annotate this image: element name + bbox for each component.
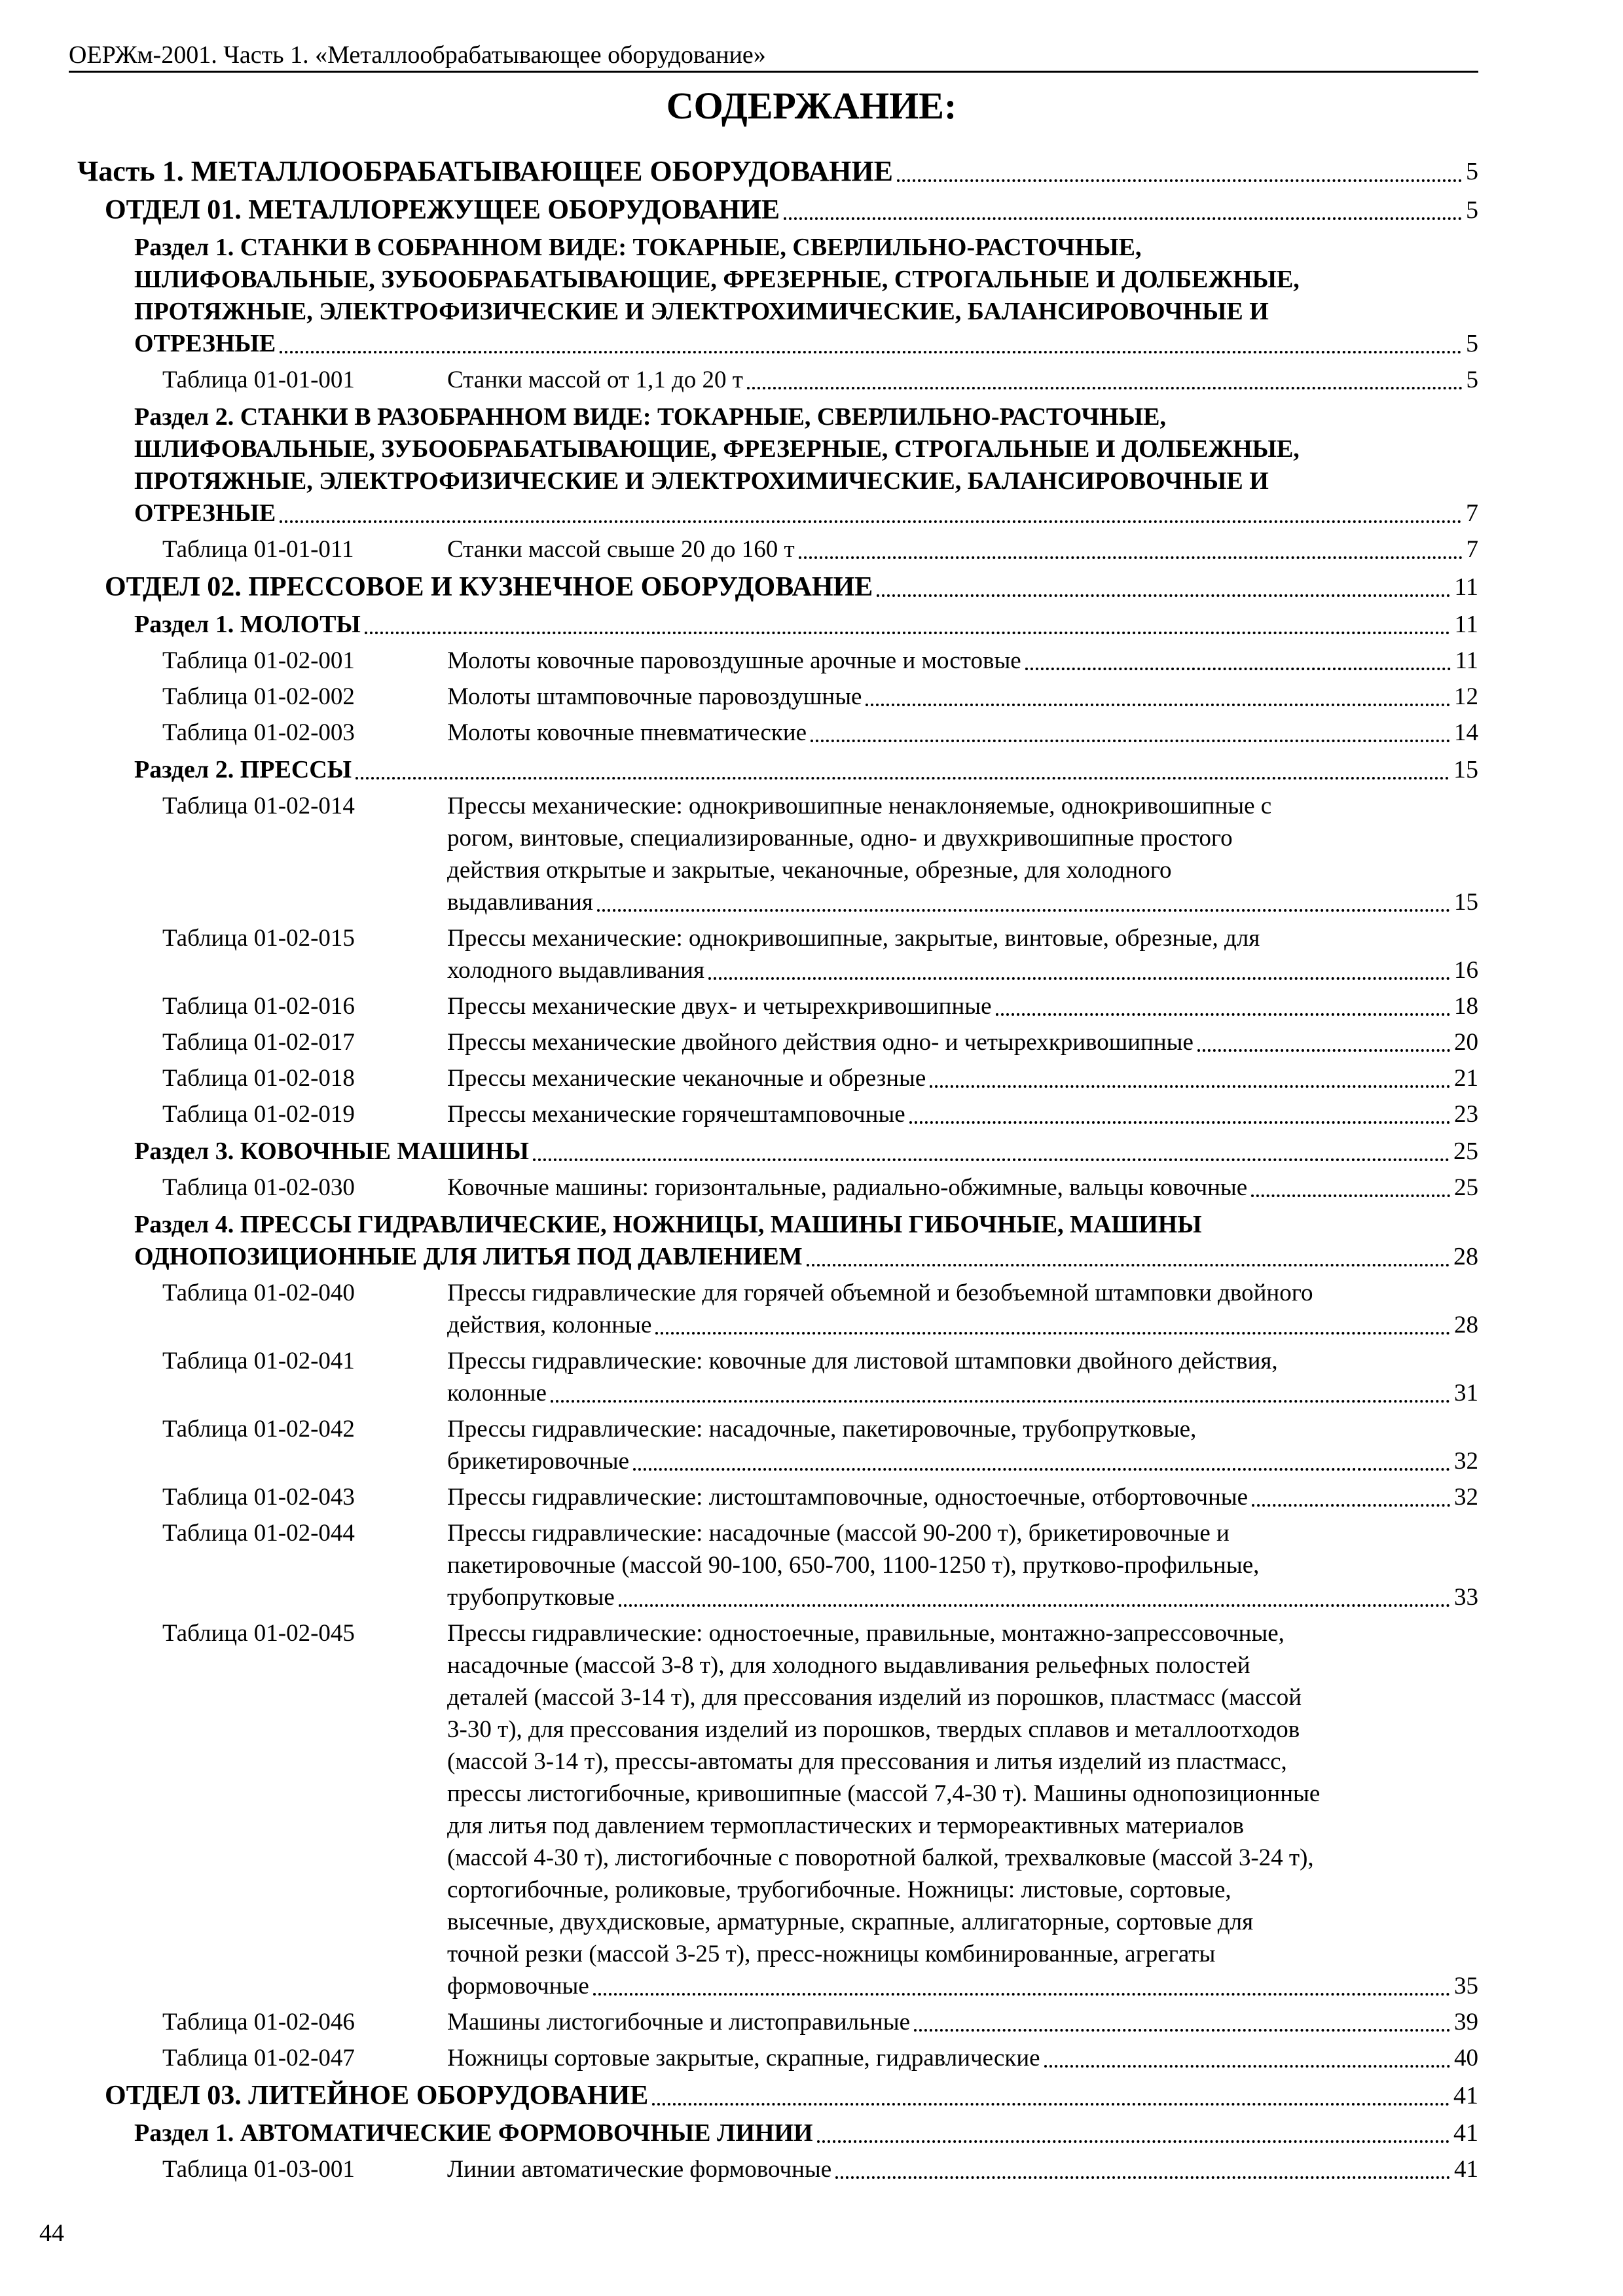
entry-title-line: Линии автоматические формовочные <box>447 2156 832 2183</box>
entry-page-number: 35 <box>1454 1973 1478 2000</box>
dot-leader <box>551 1400 1450 1403</box>
dot-leader <box>909 1121 1450 1124</box>
entry-page-number: 15 <box>1453 756 1478 783</box>
entry-page-number: 14 <box>1454 719 1478 746</box>
toc-entry-table[interactable] <box>162 1517 1478 1613</box>
entry-page-number: 5 <box>1466 330 1478 357</box>
entry-title-line: Прессы механические чеканочные и обрезные <box>447 1065 926 1092</box>
entry-title-line: ОТДЕЛ 01. МЕТАЛЛОРЕЖУЩЕЕ ОБОРУДОВАНИЕ <box>105 195 780 225</box>
entry-page-number: 5 <box>1466 158 1478 185</box>
entry-title-line: Машины листогибочные и листоправильные <box>447 2009 911 2036</box>
dot-leader <box>633 1468 1450 1471</box>
table-code: Таблица 01-02-042 <box>162 1416 355 1443</box>
entry-title-line: рогом, винтовые, специализированные, одно- и двухкривошипные простого <box>447 825 1233 852</box>
toc-entry-table[interactable] <box>162 922 1478 986</box>
toc-entry-otdel[interactable] <box>105 2079 1478 2112</box>
entry-page-number: 28 <box>1453 1243 1478 1270</box>
entry-page-number: 25 <box>1453 1138 1478 1165</box>
dot-leader <box>655 1332 1450 1335</box>
dot-leader <box>1251 1194 1450 1197</box>
entry-title-line: Молоты ковочные паровоздушные арочные и мостовые <box>447 647 1021 674</box>
entry-title-line: действия открытые и закрытые, чеканочные, обрезные, для холодного <box>447 857 1172 884</box>
entry-title-line: холодного выдавливания <box>447 957 704 984</box>
entry-title-line: ОТДЕЛ 02. ПРЕССОВОЕ И КУЗНЕЧНОЕ ОБОРУДОВАНИЕ <box>105 572 873 602</box>
toc-entry-table[interactable] <box>162 1277 1478 1341</box>
dot-leader <box>996 1013 1450 1016</box>
toc-entry-part[interactable] <box>77 154 1478 188</box>
toc-entry-razdel[interactable] <box>134 754 1478 786</box>
entry-page-number: 11 <box>1454 611 1478 638</box>
toc-entry-razdel[interactable] <box>134 1136 1478 1168</box>
entry-title-line: ШЛИФОВАЛЬНЫЕ, ЗУБООБРАБАТЫВАЮЩИЕ, ФРЕЗЕРНЫЕ, СТРОГАЛЬНЫЕ И ДОЛБЕЖНЫЕ, <box>134 435 1300 463</box>
toc-entry-table[interactable] <box>162 1062 1478 1094</box>
toc-entry-table[interactable] <box>162 1413 1478 1477</box>
toc-entry-table[interactable] <box>162 364 1478 396</box>
entry-page-number: 32 <box>1454 1484 1478 1511</box>
toc-entry-table[interactable] <box>162 990 1478 1022</box>
table-code: Таблица 01-02-043 <box>162 1484 355 1511</box>
entry-page-number: 31 <box>1454 1380 1478 1407</box>
entry-page-number: 18 <box>1454 993 1478 1020</box>
entry-title-line: Прессы гидравлические: насадочные, пакетировочные, трубопрутковые, <box>447 1416 1197 1443</box>
entry-title-line: Прессы механические: однокривошипные ненаклоняемые, однокривошипные с <box>447 793 1272 819</box>
entry-page-number: 25 <box>1454 1174 1478 1201</box>
entry-title-line: ОТДЕЛ 03. ЛИТЕЙНОЕ ОБОРУДОВАНИЕ <box>105 2081 649 2111</box>
entry-page-number: 39 <box>1454 2009 1478 2036</box>
entry-title-line: Прессы гидравлические: ковочные для листовой штамповки двойного действия, <box>447 1348 1278 1374</box>
entry-page-number: 11 <box>1454 573 1478 601</box>
entry-title-line: высечные, двухдисковые, арматурные, скрапные, аллигаторные, сортовые для <box>447 1909 1254 1935</box>
table-code: Таблица 01-02-045 <box>162 1620 355 1647</box>
dot-leader <box>708 977 1450 980</box>
entry-title-line: колонные <box>447 1380 547 1407</box>
entry-title-line: ШЛИФОВАЛЬНЫЕ, ЗУБООБРАБАТЫВАЮЩИЕ, ФРЕЗЕРНЫЕ, СТРОГАЛЬНЫЕ И ДОЛБЕЖНЫЕ, <box>134 266 1300 293</box>
dot-leader <box>807 1264 1450 1266</box>
entry-title-line: Прессы механические двух- и четырехкривошипные <box>447 993 992 1020</box>
toc-entry-razdel[interactable] <box>134 401 1478 529</box>
entry-title-line: трубопрутковые <box>447 1584 615 1611</box>
entry-title-line: Молоты ковочные пневматические <box>447 719 807 746</box>
entry-title-line: Станки массой от 1,1 до 20 т <box>447 367 743 393</box>
dot-leader <box>1044 2065 1450 2068</box>
dot-leader <box>365 632 1451 634</box>
table-code: Таблица 01-02-019 <box>162 1101 355 1128</box>
dot-leader <box>597 909 1450 912</box>
entry-title-line: Прессы механические двойного действия одно- и четырехкривошипные <box>447 1029 1194 1056</box>
entry-page-number: 15 <box>1454 889 1478 916</box>
entry-page-number: 5 <box>1466 196 1478 224</box>
entry-title-line: Прессы механические горячештамповочные <box>447 1101 905 1128</box>
entry-title-line: Станки массой свыше 20 до 160 т <box>447 536 795 563</box>
entry-page-number: 41 <box>1454 2156 1478 2183</box>
toc-entry-otdel[interactable] <box>105 571 1478 603</box>
running-header: ОЕРЖм-2001. Часть 1. «Металлообрабатывающее оборудование» <box>69 41 766 69</box>
entry-title-line: Раздел 1. АВТОМАТИЧЕСКИЕ ФОРМОВОЧНЫЕ ЛИНИИ <box>134 2119 813 2147</box>
toc-entry-razdel[interactable] <box>134 2117 1478 2149</box>
entry-title-line: Часть 1. МЕТАЛЛООБРАБАТЫВАЮЩЕЕ ОБОРУДОВАНИЕ <box>77 155 894 187</box>
entry-title-line: пакетировочные (массой 90-100, 650-700, 1100-1250 т), прутково-профильные, <box>447 1552 1260 1579</box>
entry-title-line: сортогибочные, роликовые, трубогибочные. Ножницы: листовые, сортовые, <box>447 1876 1231 1903</box>
table-code: Таблица 01-02-047 <box>162 2045 355 2072</box>
toc-entry-table[interactable] <box>162 1098 1478 1130</box>
entry-page-number: 33 <box>1454 1584 1478 1611</box>
dot-leader <box>1197 1049 1450 1052</box>
entry-page-number: 41 <box>1453 2082 1478 2109</box>
toc-entry-table[interactable] <box>162 1345 1478 1409</box>
entry-page-number: 11 <box>1455 647 1478 674</box>
toc-entry-table[interactable] <box>162 1172 1478 1204</box>
entry-title-line: ОТРЕЗНЫЕ <box>134 330 276 357</box>
toc-entry-table[interactable] <box>162 533 1478 565</box>
entry-title-line: прессы листогибочные, кривошипные (массой 7,4-30 т). Машины однопозиционные <box>447 1780 1321 1807</box>
table-code: Таблица 01-02-001 <box>162 647 355 674</box>
entry-title-line: ОТРЕЗНЫЕ <box>134 499 276 527</box>
toc-entry-table[interactable] <box>162 790 1478 918</box>
entry-title-line: Прессы гидравлические для горячей объемной и безобъемной штамповки двойного <box>447 1280 1313 1306</box>
dot-leader <box>877 594 1450 597</box>
dot-leader <box>799 556 1463 559</box>
table-code: Таблица 01-01-011 <box>162 536 354 563</box>
entry-title-line: Ковочные машины: горизонтальные, радиально-обжимные, вальцы ковочные <box>447 1174 1248 1201</box>
table-code: Таблица 01-02-041 <box>162 1348 355 1374</box>
entry-title-line: Раздел 2. ПРЕССЫ <box>134 756 352 783</box>
dot-leader <box>1252 1504 1450 1507</box>
entry-title-line: ПРОТЯЖНЫЕ, ЭЛЕКТРОФИЗИЧЕСКИЕ И ЭЛЕКТРОХИМИЧЕСКИЕ, БАЛАНСИРОВОЧНЫЕ И <box>134 298 1269 325</box>
table-code: Таблица 01-02-018 <box>162 1065 355 1092</box>
entry-page-number: 7 <box>1466 499 1478 527</box>
dot-leader <box>280 351 1462 353</box>
entry-title-line: Молоты штамповочные паровоздушные <box>447 683 862 710</box>
entry-title-line: ПРОТЯЖНЫЕ, ЭЛЕКТРОФИЗИЧЕСКИЕ И ЭЛЕКТРОХИМИЧЕСКИЕ, БАЛАНСИРОВОЧНЫЕ И <box>134 467 1269 495</box>
dot-leader <box>593 1993 1450 1996</box>
entry-page-number: 23 <box>1454 1101 1478 1128</box>
entry-title-line: Раздел 3. КОВОЧНЫЕ МАШИНЫ <box>134 1138 529 1165</box>
toc-entry-table[interactable] <box>162 2006 1478 2038</box>
entry-page-number: 28 <box>1454 1312 1478 1338</box>
dot-leader <box>784 217 1462 220</box>
toc-entry-razdel[interactable] <box>134 1209 1478 1273</box>
entry-title-line: точной резки (массой 3-25 т), пресс-ножницы комбинированные, агрегаты <box>447 1941 1216 1967</box>
entry-page-number: 16 <box>1454 957 1478 984</box>
dot-leader <box>930 1085 1450 1088</box>
entry-title-line: Ножницы сортовые закрытые, скрапные, гидравлические <box>447 2045 1040 2072</box>
entry-page-number: 7 <box>1466 536 1478 563</box>
table-code: Таблица 01-02-003 <box>162 719 355 746</box>
entry-title-line: 3-30 т), для прессования изделий из порошков, твердых сплавов и металлоотходов <box>447 1716 1300 1743</box>
dot-leader <box>652 2103 1450 2106</box>
entry-title-line: Прессы гидравлические: одностоечные, правильные, монтажно-запрессовочные, <box>447 1620 1285 1647</box>
entry-page-number: 12 <box>1454 683 1478 710</box>
table-code: Таблица 01-02-014 <box>162 793 355 819</box>
entry-title-line: для литья под давлением термопластических и термореактивных материалов <box>447 1812 1245 1839</box>
entry-title-line: Раздел 2. СТАНКИ В РАЗОБРАННОМ ВИДЕ: ТОКАРНЫЕ, СВЕРЛИЛЬНО-РАСТОЧНЫЕ, <box>134 403 1166 431</box>
table-code: Таблица 01-02-002 <box>162 683 355 710</box>
dot-leader <box>914 2029 1450 2032</box>
toc-entry-razdel[interactable] <box>134 232 1478 360</box>
entry-title-line: насадочные (массой 3-8 т), для холодного выдавливания рельефных полостей <box>447 1652 1250 1679</box>
entry-title-line: ОДНОПОЗИЦИОННЫЕ ДЛЯ ЛИТЬЯ ПОД ДАВЛЕНИЕМ <box>134 1243 803 1270</box>
table-code: Таблица 01-02-044 <box>162 1520 355 1547</box>
entry-page-number: 32 <box>1454 1448 1478 1475</box>
entry-title-line: Прессы гидравлические: листоштамповочные, одностоечные, отбортовочные <box>447 1484 1249 1511</box>
table-code: Таблица 01-03-001 <box>162 2156 355 2183</box>
dot-leader <box>747 387 1463 389</box>
entry-page-number: 21 <box>1454 1065 1478 1092</box>
toc-entry-table[interactable] <box>162 1617 1478 2002</box>
dot-leader <box>897 179 1462 182</box>
page-number: 44 <box>39 2219 64 2247</box>
entry-title-line: Прессы механические: однокривошипные, закрытые, винтовые, обрезные, для <box>447 925 1260 952</box>
table-code: Таблица 01-02-017 <box>162 1029 355 1056</box>
entry-title-line: действия, колонные <box>447 1312 652 1338</box>
header-rule <box>69 71 1478 73</box>
table-code: Таблица 01-02-040 <box>162 1280 355 1306</box>
entry-page-number: 5 <box>1466 367 1478 393</box>
entry-page-number: 20 <box>1454 1029 1478 1056</box>
toc-entry-table[interactable] <box>162 1026 1478 1058</box>
entry-title-line: Раздел 4. ПРЕССЫ ГИДРАВЛИЧЕСКИЕ, НОЖНИЦЫ, МАШИНЫ ГИБОЧНЫЕ, МАШИНЫ <box>134 1211 1202 1238</box>
dot-leader <box>866 704 1450 706</box>
entry-title-line: (массой 3-14 т), прессы-автоматы для прессования и литья изделий из пластмасс, <box>447 1748 1287 1775</box>
toc-entry-table[interactable] <box>162 2153 1478 2185</box>
toc-entry-table[interactable] <box>162 1481 1478 1513</box>
toc-title: СОДЕРЖАНИЕ: <box>666 84 957 127</box>
table-code: Таблица 01-02-030 <box>162 1174 355 1201</box>
toc-entry-table[interactable] <box>162 717 1478 749</box>
entry-title-line: брикетировочные <box>447 1448 630 1475</box>
dot-leader <box>835 2176 1450 2179</box>
entry-title-line: Раздел 1. МОЛОТЫ <box>134 611 361 638</box>
toc-entry-otdel[interactable] <box>105 194 1478 226</box>
toc-entry-table[interactable] <box>162 2042 1478 2074</box>
dot-leader <box>356 777 1450 780</box>
dot-leader <box>817 2140 1450 2143</box>
table-code: Таблица 01-02-015 <box>162 925 355 952</box>
entry-title-line: Раздел 1. СТАНКИ В СОБРАННОМ ВИДЕ: ТОКАРНЫЕ, СВЕРЛИЛЬНО-РАСТОЧНЫЕ, <box>134 234 1142 261</box>
entry-title-line: (массой 4-30 т), листогибочные с поворотной балкой, трехвалковые (массой 3-24 т), <box>447 1844 1314 1871</box>
entry-title-line: Прессы гидравлические: насадочные (массой 90-200 т), брикетировочные и <box>447 1520 1230 1547</box>
dot-leader <box>619 1604 1450 1607</box>
dot-leader <box>811 740 1450 742</box>
toc-entry-table[interactable] <box>162 681 1478 713</box>
table-code: Таблица 01-01-001 <box>162 367 355 393</box>
entry-page-number: 41 <box>1453 2119 1478 2147</box>
toc-entry-table[interactable] <box>162 645 1478 677</box>
entry-title-line: формовочные <box>447 1973 589 2000</box>
dot-leader <box>533 1158 1450 1161</box>
dot-leader <box>280 520 1462 523</box>
dot-leader <box>1025 668 1451 670</box>
table-code: Таблица 01-02-046 <box>162 2009 355 2036</box>
table-code: Таблица 01-02-016 <box>162 993 355 1020</box>
entry-title-line: выдавливания <box>447 889 593 916</box>
entry-title-line: деталей (массой 3-14 т), для прессования изделий из порошков, пластмасс (массой <box>447 1684 1302 1711</box>
entry-page-number: 40 <box>1454 2045 1478 2072</box>
toc-entry-razdel[interactable] <box>134 609 1478 641</box>
